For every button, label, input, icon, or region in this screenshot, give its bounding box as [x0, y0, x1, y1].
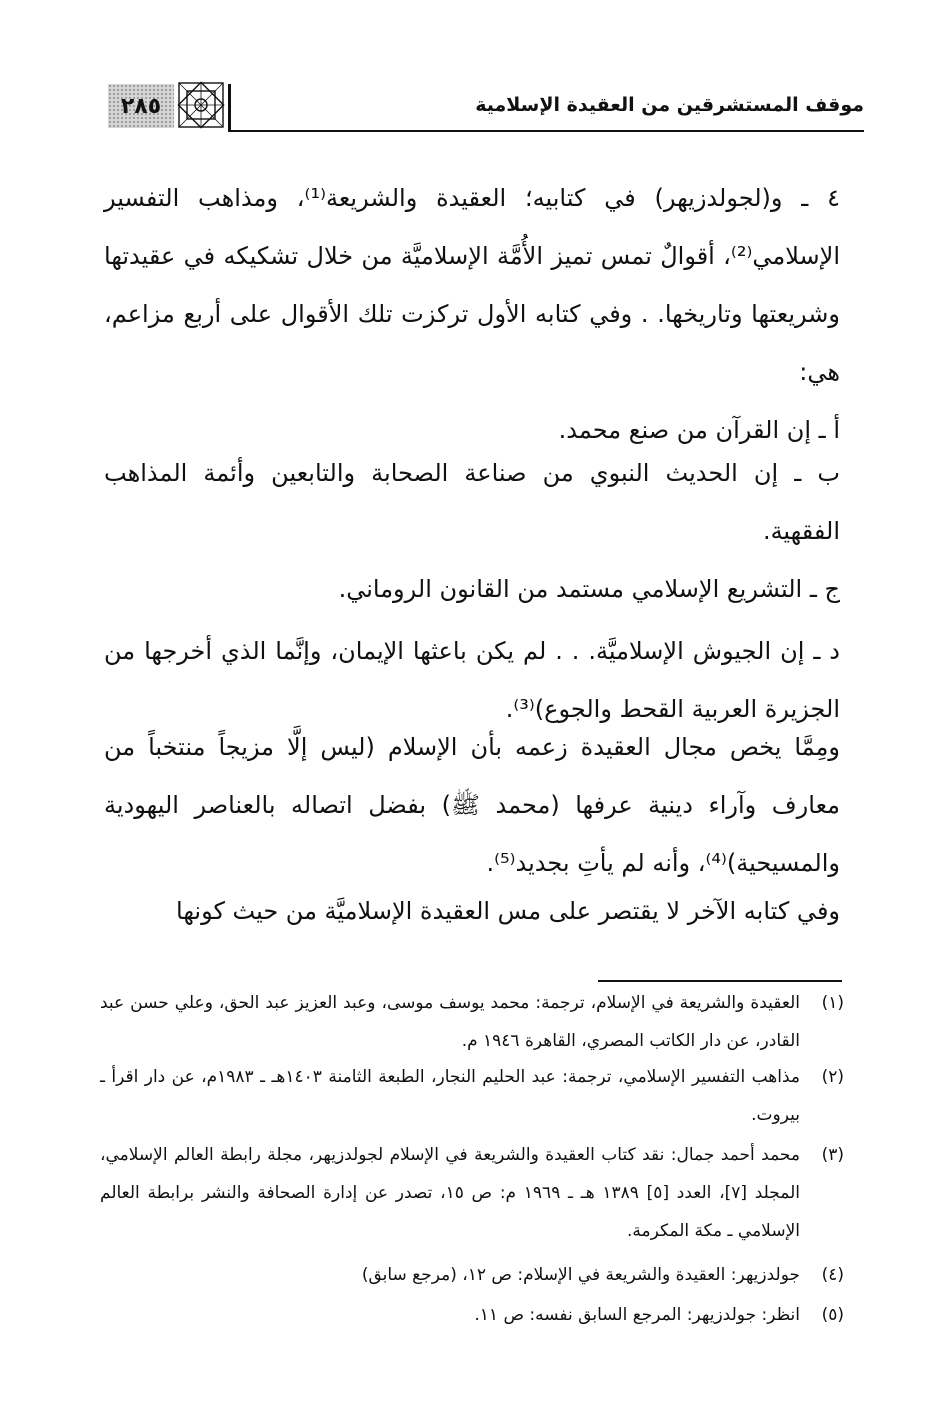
- footnote: [100, 1256, 844, 1294]
- footnote-separator: [598, 980, 842, 982]
- paragraph-goldziher-books: ٤ ـ و(لجولدزيهر) في كتابيه؛ العقيدة والشريعة⁽¹⁾، ومذاهب التفسير الإسلامي⁽²⁾، أقوالٌ تمس تميز الأُمَّة الإسلاميَّة من خلال تشكيكه في عقيدتها وشريعتها وتاريخها. . وفي كتابه الأول تركزت تلك الأقوال على أربع مزاعم، هي:: [104, 184, 840, 386]
- footnote-number: (٤): [821, 1265, 844, 1285]
- footnote-number: (١): [821, 993, 844, 1013]
- claim-b: ب ـ إن الحديث النبوي من صناعة الصحابة والتابعين وأئمة المذاهب الفقهية.: [104, 459, 840, 545]
- footnote-text: مذاهب التفسير الإسلامي، ترجمة: عبد الحليم النجار، الطبعة الثامنة ١٤٠٣هـ ـ ١٩٨٣م، عن دار اقرأ ـ بيروت.: [100, 1067, 801, 1125]
- footnote: [100, 984, 844, 1060]
- footnote-text: العقيدة والشريعة في الإسلام، ترجمة: محمد يوسف موسى، وعبد العزيز عبد الحق، وعلي حسن عبد القادر، عن دار الكاتب المصري، القاهرة ١٩٤٦ م.: [100, 993, 800, 1051]
- footnote: [100, 1058, 844, 1134]
- footnote-number: (٢): [821, 1067, 844, 1087]
- footnote-text: جولدزيهر: العقيدة والشريعة في الإسلام: ص ١٢، (مرجع سابق): [361, 1265, 800, 1285]
- islamic-star-ornament-icon: [176, 80, 226, 130]
- header-vertical-rule: [228, 84, 231, 130]
- running-header-title: موقف المستشرقين من العقيدة الإسلامية: [475, 94, 864, 116]
- footnote-number: (٣): [821, 1145, 844, 1165]
- claim-a: أ ـ إن القرآن من صنع محمد.: [558, 416, 840, 444]
- footnote-text: محمد أحمد جمال: نقد كتاب العقيدة والشريعة في الإسلام لجولدزيهر، مجلة رابطة العالم الإسلامي، المجلد [٧]، العدد [٥] ١٣٨٩ هـ ـ ١٩٦٩ م: ص ١٥، تصدر عن إدارة الصحافة والنشر برابطة العالم الإسلامي ـ مكة المكرمة.: [100, 1145, 800, 1241]
- footnote-text: انظر: جولدزيهر: المرجع السابق نفسه: ص ١١.: [474, 1305, 800, 1325]
- header-rule: [228, 130, 864, 132]
- page-number: ٢٨٥: [120, 93, 162, 119]
- paragraph-creed-claim: ومِمَّا يخص مجال العقيدة زعمه بأن الإسلام (ليس إلَّا مزيجاً منتخباً من معارف وآراء دينية عرفها (محمد ﷺ) بفضل اتصاله بالعناصر اليهودية والمسيحية)⁽⁴⁾، وأنه لم يأتِ بجديد⁽⁵⁾.: [104, 733, 840, 877]
- footnote-number: (٥): [821, 1305, 844, 1325]
- claim-c: ج ـ التشريع الإسلامي مستمد من القانون الروماني.: [338, 575, 840, 603]
- claim-d: د ـ إن الجيوش الإسلاميَّة. . . لم يكن باعثها الإيمان، وإنَّما الذي أخرجها من الجزيرة العربية القحط والجوع)⁽³⁾.: [104, 637, 840, 723]
- page-number-box: [108, 84, 174, 128]
- footnote: [100, 1296, 844, 1334]
- footnote: [100, 1136, 844, 1250]
- paragraph-other-book: وفي كتابه الآخر لا يقتصر على مس العقيدة الإسلاميَّة من حيث كونها: [176, 897, 840, 925]
